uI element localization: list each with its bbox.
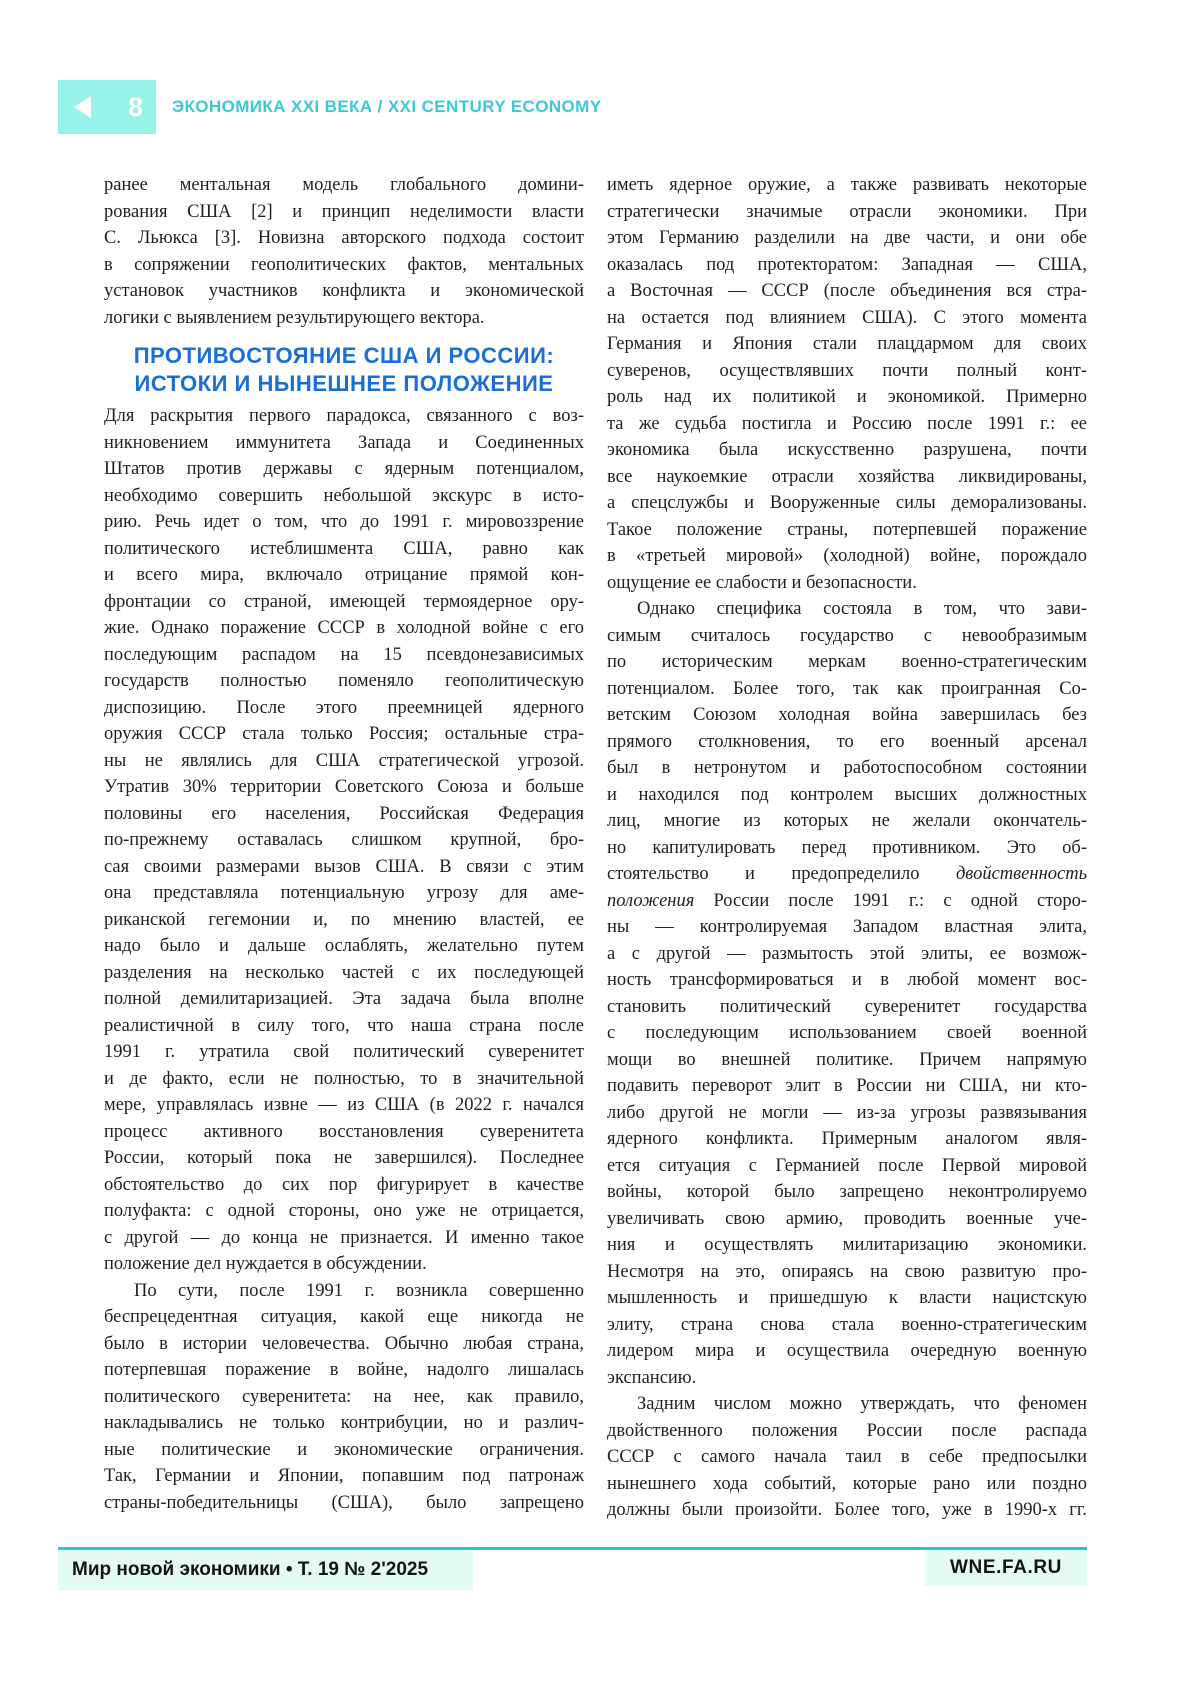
text-line: ния и осуществлять милитаризацию экономики. [607, 1235, 1087, 1255]
text-line: положение дел нуждается в обсуждении. [104, 1254, 427, 1274]
text-line: накладывались не только контрибуции, но и различ- [104, 1413, 584, 1433]
text-line: симым считалось государство с невообразимым [607, 625, 1087, 646]
text-line: но капитулировать перед противником. Это об- [607, 837, 1087, 858]
text-line: политического суверенитета: на нее, как правило, [104, 1386, 584, 1407]
text-line: Несмотря на это, опираясь на свою развитую про- [607, 1261, 1087, 1282]
text-line: на остается под влиянием США). С этого момента [607, 307, 1087, 328]
text-line: увеличивать свою армию, проводить военные уче- [607, 1208, 1087, 1229]
text-line: последующим распадом на 15 псевдонезависимых [104, 644, 584, 665]
page-number: 8 [127, 91, 143, 122]
text-line: экспансию. [607, 1367, 697, 1388]
text-line: и всего мира, включало отрицание прямой кон- [104, 565, 584, 585]
text-line: стратегически значимые отрасли экономики. При [607, 201, 1087, 222]
text-line: России, который пока не завершился). Последнее [104, 1148, 584, 1168]
text-line: ранее ментальная модель глобального домини- [104, 175, 584, 195]
text-line: та же судьба постигла и Россию после 1991 г.: ее [607, 413, 1087, 434]
text-line: ны не являлись для США стратегической угрозой. [104, 750, 584, 771]
text-line: разделения на несколько частей с их последующей [104, 962, 584, 983]
text-line: страны-победительницы (США), было запрещено [104, 1492, 584, 1513]
text-line: По сути, после 1991 г. возникла совершенно [134, 1280, 584, 1301]
text-line: полуфакта: с одной стороны, оно уже не отрицается, [104, 1201, 584, 1221]
text-line: оружия СССР стала только Россия; остальные стра- [104, 724, 584, 744]
text-line: диспозицию. После этого преемницей ядерного [104, 697, 584, 718]
text-line: а с другой — размытость этой элиты, ее возмож- [607, 943, 1087, 964]
text-line: потерпевшая поражение в войне, надолго лишалась [104, 1360, 584, 1380]
text-line: либо другой не могли — из-за угрозы развязывания [607, 1102, 1087, 1123]
text-line: рования США [2] и принцип неделимости власти [104, 201, 584, 222]
text-line: обстоятельство до сих пор фигурирует в качестве [104, 1174, 584, 1195]
text-line: по-прежнему оставалась слишком крупной, бро- [104, 830, 584, 850]
text-line: мощи во внешней политике. Причем напрямую [607, 1049, 1087, 1070]
text-line: ны — контролируемая Западом властная элита, [607, 917, 1087, 937]
text-line: ветским Союзом холодная война завершилась без [607, 705, 1087, 725]
text-line: лидером мира и осуществила очередную военную [607, 1341, 1087, 1361]
text-line: и де факто, если не полностью, то в значительной [104, 1068, 584, 1089]
running-title: ЭКОНОМИКА XXI ВЕКА / XXI CENTURY ECONOMY [172, 97, 602, 116]
text-line: Германия и Япония стали плацдармом для своих [607, 334, 1087, 354]
text-line: Задним числом можно утверждать, что феномен [637, 1394, 1087, 1414]
text-line: мере, управлялась извне — из США (в 2022 г. начался [104, 1095, 584, 1115]
article-body [104, 172, 1087, 1524]
text-line: иметь ядерное оружие, а также развивать некоторые [607, 175, 1087, 195]
text-line: половины его населения, Российская Федерация [104, 803, 584, 824]
text-line: в сопряжении геополитических фактов, ментальных [104, 254, 584, 275]
text-line: Утратив 30% территории Советского Союза и больше [104, 777, 584, 797]
text-line: в «третьей мировой» (холодной) войне, порождало [607, 546, 1087, 566]
text-line: Для раскрытия первого парадокса, связанного с воз- [104, 406, 584, 426]
text-line: процесс активного восстановления суверенитета [104, 1121, 584, 1142]
text-line: становить политический суверенитет государства [607, 996, 1087, 1017]
text-line: подавить переворот элит в России ни США, ни кто- [607, 1076, 1087, 1096]
text-line: ощущение ее слабости и безопасности. [607, 572, 917, 593]
back-arrow-icon [74, 96, 91, 118]
text-line: реалистичной в силу того, что наша страна после [104, 1015, 584, 1036]
right-column [607, 172, 1087, 1524]
text-line: экономика была искусственно разрушена, почти [607, 440, 1087, 460]
text-line: Однако специфика состояла в том, что зави- [637, 599, 1087, 619]
text-line: ется ситуация с Германией после Первой мировой [607, 1155, 1087, 1176]
text-line: СССР с самого начала таил в себе предпосылки [607, 1447, 1087, 1467]
text-line: ные политические и экономические ограничения. [104, 1439, 584, 1460]
left-column [104, 172, 584, 1524]
text-line: С. Льюкса [3]. Новизна авторского подхода состоит [104, 228, 584, 248]
text-line: логики с выявлением результирующего вектора. [104, 307, 485, 328]
footer-journal-info: Мир новой экономики • Т. 19 № 2'2025 [58, 1550, 473, 1590]
text-line: двойственного положения России после распада [607, 1420, 1087, 1441]
text-line: Такое положение страны, потерпевшей поражение [607, 519, 1087, 540]
text-line: а Восточная — СССР (после объединения вся стра- [607, 281, 1087, 301]
text-line: необходимо совершить небольшой экскурс в исто- [104, 485, 584, 506]
text-line: политического истеблишмента США, равно как [104, 538, 584, 559]
text-line: установок участников конфликта и экономической [104, 281, 584, 301]
text-line: прямого столкновения, то его военный арсенал [607, 731, 1087, 752]
text-line: был в нетронутом и работоспособном состоянии [607, 758, 1087, 778]
text-line: лиц, многие из которых не желали окончатель- [607, 811, 1087, 831]
footer-site-url: WNE.FA.RU [925, 1550, 1087, 1586]
text-line: беспрецедентная ситуация, какой еще никогда не [104, 1307, 584, 1327]
text-line: с последующим использованием своей военной [607, 1023, 1087, 1043]
text-line: она представляла потенциальную угрозу для аме- [104, 883, 584, 903]
text-line: мышленность и пришедшую к власти нацистскую [607, 1288, 1087, 1308]
text-line: было в истории человечества. Обычно любая страна, [104, 1333, 584, 1354]
text-line: 1991 г. утратила свой политический суверенитет [104, 1042, 584, 1062]
text-line: никновением иммунитета Запада и Соединенных [104, 432, 584, 453]
text-line: потенциалом. Более того, так как проигранная Со- [607, 678, 1087, 699]
text-line: с другой — до конца не признается. И именно такое [104, 1227, 584, 1248]
text-line: должны были произойти. Более того, уже в 1990-х гг. [607, 1500, 1087, 1520]
text-line: Штатов против державы с ядерным потенциалом, [104, 459, 584, 479]
text-line: надо было и дальше ослаблять, желательно путем [104, 936, 584, 956]
text-line: ность трансформироваться и в любой момент вос- [607, 970, 1087, 990]
text-line: войны, которой было запрещено неконтролируемо [607, 1182, 1087, 1202]
text-line: а спецслужбы и Вооруженные силы деморализованы. [607, 493, 1087, 513]
text-line: элиту, страна снова стала военно-стратегическим [607, 1314, 1087, 1335]
text-line: Так, Германии и Японии, попавшим под патронаж [104, 1466, 584, 1486]
text-line: по историческим меркам военно-стратегическим [607, 652, 1087, 672]
section-heading: ПРОТИВОСТОЯНИЕ США И РОССИИ: ИСТОКИ И НЫНЕШНЕЕ ПОЛОЖЕНИЕ [133, 343, 555, 396]
text-line: полной демилитаризацией. Эта задача была вполне [104, 989, 584, 1009]
page-number-box [58, 80, 156, 134]
text-line: сая своими размерами вызов США. В связи с этим [104, 856, 584, 877]
text-line: оказалась под протекторатом: Западная — США, [607, 254, 1087, 275]
text-line: и находился под контролем высших должностных [607, 784, 1087, 805]
text-line: риканской гегемонии и, по мнению властей, ее [104, 909, 584, 930]
text-line: государств полностью поменяло геополитическую [104, 671, 584, 691]
text-line: суверенов, осуществлявших почти полный конт- [607, 360, 1087, 381]
text-line: рию. Речь идет о том, что до 1991 г. мировоззрение [104, 512, 584, 532]
text-line: роль над их политикой и экономикой. Примерно [607, 387, 1087, 407]
text-line: нынешнего хода событий, которые рано или поздно [607, 1473, 1087, 1494]
text-line: ядерного конфликта. Примерным аналогом явля- [607, 1129, 1087, 1149]
text-line: этом Германию разделили на две части, и они обе [607, 228, 1087, 248]
text-line: все наукоемкие отрасли хозяйства ликвидированы, [607, 466, 1087, 487]
text-line: стоятельство и предопределило двойственность [607, 864, 1087, 884]
text-line: жие. Однако поражение СССР в холодной войне с его [104, 618, 584, 638]
text-line: положения России после 1991 г.: с одной сторо- [607, 890, 1087, 911]
text-line: фронтации со страной, имеющей термоядерное ору- [104, 591, 584, 612]
